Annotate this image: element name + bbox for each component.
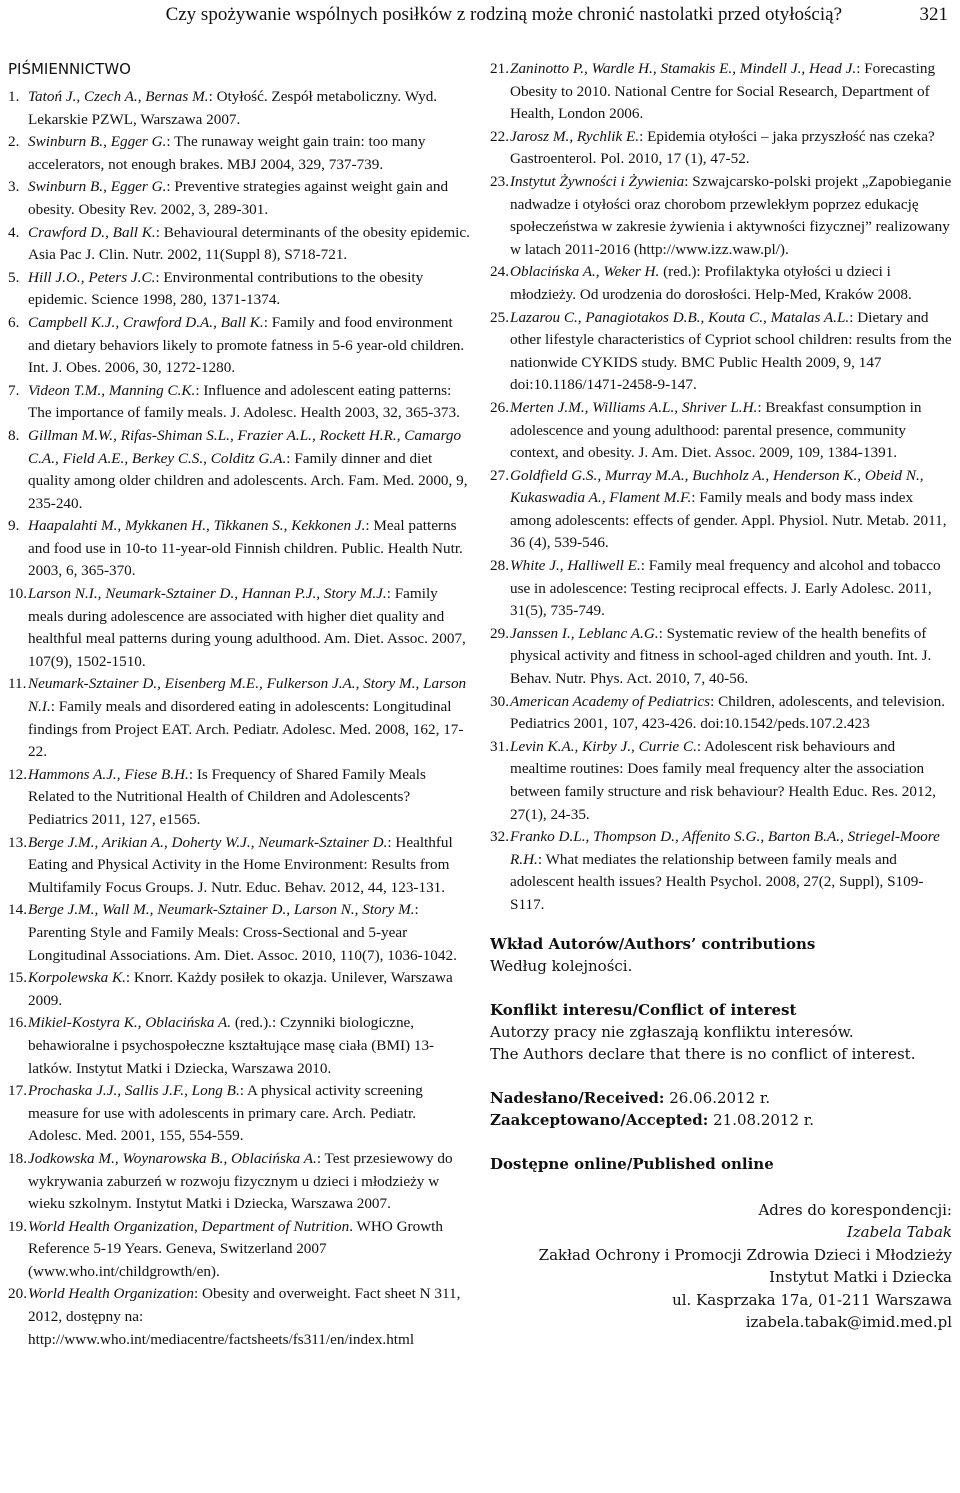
correspondence-address: ul. Kasprzaka 17a, 01-211 Warszawa bbox=[672, 1290, 952, 1309]
reference-number: 13. bbox=[8, 833, 27, 851]
reference-number: 18. bbox=[8, 1149, 27, 1167]
reference-authors: Janssen I., Leblanc A.G. bbox=[510, 624, 659, 642]
reference-authors: Tatoń J., Czech A., Bernas M. bbox=[28, 88, 209, 105]
article-info bbox=[490, 933, 952, 1175]
reference-authors: American Academy of Pediatrics bbox=[510, 692, 711, 710]
reference-number: 2. bbox=[8, 133, 20, 151]
reference-item bbox=[8, 1148, 470, 1216]
reference-number: 29. bbox=[490, 624, 509, 642]
reference-item bbox=[490, 171, 952, 261]
reference-item bbox=[8, 1283, 470, 1351]
reference-details: : Family meals and disordered eating in adolescents: Longitudinal findings from Project EAT. Arch. Pediatr. Adolesc. Med. 2008, 162, 17-22. bbox=[28, 698, 464, 761]
reference-authors: Goldfield G.S., Murray M.A., Buchholz A., Henderson K., Obeid N., Kukaswadia A., Flament M.F. bbox=[510, 466, 924, 507]
correspondence-name: Izabela Tabak bbox=[846, 1223, 952, 1242]
reference-item bbox=[490, 465, 952, 555]
reference-list-left bbox=[8, 86, 470, 1351]
reference-authors: Jodkowska M., Woynarowska B., Oblacińska A. bbox=[28, 1149, 317, 1167]
reference-item bbox=[8, 267, 470, 312]
conflict-heading: Konflikt interesu/Conflict of interest bbox=[490, 1000, 797, 1019]
correspondence-email[interactable]: izabela.tabak@imid.med.pl bbox=[745, 1313, 952, 1332]
reference-item bbox=[8, 899, 470, 967]
correspondence-label: Adres do korespondencji: bbox=[758, 1200, 952, 1219]
reference-number: 22. bbox=[490, 127, 509, 145]
references-heading: PIŚMIENNICTWO bbox=[8, 60, 131, 78]
reference-details: : A physical activity screening measure for use with adolescents in primary care. Arch. Pediatr. Adolesc. Med. 2001, 155, 554-559. bbox=[28, 1082, 423, 1145]
reference-details: : Healthful Eating and Physical Activity in the Home Environment: Results from Multifamily Focus Groups. J. Nutr. Educ. Behav. 2012, 44, 123-131. bbox=[28, 833, 453, 896]
reference-number: 12. bbox=[8, 765, 27, 783]
reference-item bbox=[8, 380, 470, 425]
reference-number: 11. bbox=[8, 675, 27, 693]
reference-item bbox=[490, 736, 952, 826]
reference-details: : Forecasting Obesity to 2010. National Centre for Social Research, Department of Health, London 2006. bbox=[510, 60, 936, 123]
reference-item bbox=[8, 176, 470, 221]
reference-authors: Prochaska J.J., Sallis J.F., Long B. bbox=[28, 1082, 240, 1100]
reference-details: : Breakfast consumption in adolescence and young adulthood: parental presence, community context, and obesity. J. Am. Diet. Assoc. 2009, 109, 1384-1391. bbox=[510, 398, 922, 462]
reference-authors: Hammons A.J., Fiese B.H. bbox=[28, 765, 189, 783]
reference-authors: Instytut Żywności i Żywienia bbox=[510, 172, 685, 190]
reference-authors: Hill J.O., Peters J.C. bbox=[28, 268, 156, 286]
reference-item bbox=[8, 1012, 470, 1080]
reference-details: : Behavioural determinants of the obesity epidemic. Asia Pac J. Clin. Nutr. 2002, 11(Suppl 8), S718-721. bbox=[28, 223, 470, 264]
reference-details: : Family meal frequency and alcohol and tobacco use in adolescence: Testing reciprocal effects. J. Early Adolesc. 2011, 31(5), 735-749. bbox=[510, 557, 941, 620]
reference-number: 20. bbox=[8, 1285, 27, 1303]
reference-authors: Neumark-Sztainer D., Eisenberg M.E., Fulkerson J.A., Story M., Larson N.I. bbox=[28, 675, 467, 716]
correspondence-block bbox=[490, 1199, 952, 1334]
page-number: 321 bbox=[919, 4, 948, 25]
contributions-text: Według kolejności. bbox=[490, 956, 633, 975]
reference-details: : Dietary and other lifestyle characteristics of Cypriot school children: results from the nationwide CYKIDS study. BMC Public Health 2009, 9, 147 doi:10.1186/1471-2458-9-147. bbox=[510, 308, 952, 394]
reference-item bbox=[490, 58, 952, 126]
reference-number: 31. bbox=[490, 737, 509, 755]
reference-details: : Test przesiewowy do wykrywania zaburzeń w rozwoju fizycznym u dzieci i młodzieży w wieku szkolnym. Instytut Matki i Dziecka, Warszawa 2007. bbox=[28, 1149, 453, 1213]
online-block bbox=[490, 1153, 952, 1175]
reference-authors: Lazarou C., Panagiotakos D.B., Kouta C., Matalas A.L. bbox=[510, 308, 850, 326]
reference-details: : Environmental contributions to the obesity epidemic. Science 1998, 280, 1371-1374. bbox=[28, 268, 424, 309]
reference-number: 16. bbox=[8, 1014, 27, 1032]
reference-number: 19. bbox=[8, 1217, 27, 1235]
reference-number: 30. bbox=[490, 692, 509, 710]
reference-details: : Family and food environment and dietary behaviors likely to promote fatness in 5-6 year-old children. Int. J. Obes. 2006, 30, 1272-1280. bbox=[28, 313, 465, 377]
reference-details: : Knorr. Każdy posiłek to okazja. Unilever, Warszawa 2009. bbox=[28, 969, 453, 1009]
right-column bbox=[490, 58, 952, 1334]
reference-authors: Swinburn B., Egger G. bbox=[28, 178, 167, 196]
reference-item bbox=[490, 397, 952, 465]
reference-number: 17. bbox=[8, 1082, 27, 1100]
reference-details: : Szwajcarsko-polski projekt „Zapobieganie nadwadze i otyłości oraz chorobom przewlekłym poprzez edukację społeczeństwa w zakresie żywienia i aktywności fizycznej” realizowany w latach 2011-2016 (http://www.izz.waw.pl/). bbox=[510, 172, 952, 258]
reference-item bbox=[8, 425, 470, 515]
reference-details: : The runaway weight gain train: too many accelerators, not enough brakes. MBJ 2004, 329, 737-739. bbox=[28, 133, 426, 173]
reference-authors: Zaninotto P., Wardle H., Stamakis E., Mindell J., Head J. bbox=[510, 60, 857, 77]
reference-details: : Family meals during adolescence are associated with higher diet quality and healthful meal patterns during young adulthood. Am. Diet. Assoc. 2007, 107(9), 1502-1510. bbox=[28, 585, 466, 670]
reference-details: : Is Frequency of Shared Family Meals Related to the Nutritional Health of Children and Adolescents? Pediatrics 2011, 127, e1565. bbox=[28, 765, 426, 828]
reference-list-right bbox=[490, 58, 952, 917]
reference-item bbox=[8, 312, 470, 380]
reference-authors: Merten J.M., Williams A.L., Shriver L.H. bbox=[510, 398, 758, 416]
reference-number: 28. bbox=[490, 557, 509, 575]
reference-authors: World Health Organization bbox=[28, 1285, 194, 1303]
reference-details: : Family meals and body mass index among adolescents: effects of gender. Appl. Physiol. Nutr. Metab. 2011, 36 (4), 539-546. bbox=[510, 489, 947, 552]
reference-item bbox=[8, 832, 470, 900]
reference-item bbox=[8, 131, 470, 176]
received-label: Nadesłano/Received: bbox=[490, 1088, 665, 1107]
reference-item bbox=[490, 691, 952, 736]
reference-number: 9. bbox=[8, 517, 20, 535]
reference-number: 6. bbox=[8, 313, 20, 331]
reference-number: 4. bbox=[8, 223, 20, 241]
reference-item bbox=[490, 826, 952, 916]
reference-authors: Gillman M.W., Rifas-Shiman S.L., Frazier A.L., Rockett H.R., Camargo C.A., Field A.E., Berkey C.S., Colditz G.A. bbox=[28, 426, 462, 467]
conflict-block bbox=[490, 999, 952, 1065]
reference-authors: Videon T.M., Manning C.K. bbox=[28, 381, 196, 399]
reference-item bbox=[8, 1080, 470, 1148]
reference-number: 21. bbox=[490, 60, 509, 77]
reference-authors: Oblacińska A., Weker H. bbox=[510, 263, 660, 281]
running-header bbox=[0, 4, 960, 30]
reference-authors: Haapalahti M., Mykkanen H., Tikkanen S., Kekkonen J. bbox=[28, 517, 366, 535]
reference-item bbox=[8, 967, 470, 1012]
received-value: 26.06.2012 r. bbox=[669, 1088, 771, 1107]
reference-item bbox=[8, 673, 470, 763]
online-heading: Dostępne online/Published online bbox=[490, 1154, 774, 1173]
reference-number: 15. bbox=[8, 969, 27, 987]
reference-details: (red.).: Czynniki biologiczne, behawioralne i psychospołeczne kształtujące masę ciała (BMI) 13-latków. Instytut Matki i Dziecka, Warszawa 2010. bbox=[28, 1014, 435, 1077]
reference-authors: White J., Halliwell E. bbox=[510, 557, 641, 575]
conflict-text-pl: Autorzy pracy nie zgłaszają konfliktu interesów. bbox=[490, 1022, 854, 1041]
reference-authors: World Health Organization, Department of Nutrition bbox=[28, 1217, 350, 1235]
reference-authors: Swinburn B., Egger G. bbox=[28, 133, 167, 151]
reference-details: : Adolescent risk behaviours and mealtime routines: Does family meal frequency alter the association between family structure and risk behaviour? Health Educ. Res. 2012, 27(1), 24-35. bbox=[510, 737, 936, 823]
reference-number: 23. bbox=[490, 172, 509, 190]
reference-number: 7. bbox=[8, 381, 20, 399]
reference-item bbox=[490, 261, 952, 306]
reference-details: : Influence and adolescent eating patterns: The importance of family meals. J. Adolesc. Health 2003, 32, 365-373. bbox=[28, 381, 460, 422]
accepted-value: 21.08.2012 r. bbox=[713, 1110, 815, 1129]
reference-item bbox=[490, 307, 952, 397]
reference-item bbox=[8, 1216, 470, 1284]
reference-authors: Larson N.I., Neumark-Sztainer D., Hannan P.J., Story M.J. bbox=[28, 585, 387, 603]
reference-details: : Preventive strategies against weight gain and obesity. Obesity Rev. 2002, 3, 289-301. bbox=[28, 178, 449, 218]
reference-number: 25. bbox=[490, 308, 509, 326]
reference-details: : Parenting Style and Family Meals: Cross-Sectional and 5-year Longitudinal Associations. Am. Diet. Assoc. 2010, 110(7), 1036-1042. bbox=[28, 901, 457, 964]
correspondence-institute: Instytut Matki i Dziecka bbox=[769, 1268, 952, 1287]
reference-number: 14. bbox=[8, 901, 27, 919]
reference-details: : Children, adolescents, and television. Pediatrics 2001, 107, 423-426. doi:10.1542/peds.107.2.423 bbox=[510, 692, 945, 733]
left-column bbox=[8, 58, 470, 1351]
reference-authors: Berge J.M., Wall M., Neumark-Sztainer D., Larson N., Story M. bbox=[28, 901, 415, 919]
reference-number: 26. bbox=[490, 398, 509, 416]
contributions-heading: Wkład Autorów/Authors’ contributions bbox=[490, 934, 816, 953]
reference-number: 32. bbox=[490, 828, 509, 846]
conflict-text-en: The Authors declare that there is no conflict of interest. bbox=[490, 1044, 916, 1063]
reference-item bbox=[8, 583, 470, 673]
reference-details: : Family dinner and diet quality among older children and adolescents. Arch. Fam. Med. 2000, 9, 235-240. bbox=[28, 449, 468, 512]
reference-details: : Epidemia otyłości – jaka przyszłość nas czeka? Gastroenterol. Pol. 2010, 17 (1), 47-52. bbox=[510, 127, 935, 168]
accepted-label: Zaakceptowano/Accepted: bbox=[490, 1110, 709, 1129]
reference-authors: Franko D.L., Thompson D., Affenito S.G., Barton B.A., Striegel-Moore R.H. bbox=[510, 828, 940, 868]
reference-item bbox=[490, 623, 952, 691]
reference-details: (red.): Profilaktyka otyłości u dzieci i młodzieży. Od urodzenia do dorosłości. Help-Med, Kraków 2008. bbox=[510, 263, 912, 303]
correspondence-dept: Zakład Ochrony i Promocji Zdrowia Dzieci i Młodzieży bbox=[538, 1245, 952, 1264]
reference-details: : Otyłość. Zespół metaboliczny. Wyd. Lekarskie PZWL, Warszawa 2007. bbox=[28, 88, 438, 128]
running-title: Czy spożywanie wspólnych posiłków z rodziną może chronić nastolatki przed otyłością? bbox=[165, 4, 842, 25]
reference-authors: Korpolewska K. bbox=[28, 969, 126, 987]
reference-details: : Meal patterns and food use in 10-to 11-year-old Finnish children. Public. Health Nutr. 2003, 6, 365-370. bbox=[28, 517, 463, 580]
reference-authors: Levin K.A., Kirby J., Currie C. bbox=[510, 737, 697, 755]
reference-item bbox=[8, 222, 470, 267]
reference-authors: Campbell K.J., Crawford D.A., Ball K. bbox=[28, 313, 264, 331]
reference-number: 27. bbox=[490, 466, 509, 484]
received-line bbox=[490, 1087, 952, 1109]
reference-number: 5. bbox=[8, 268, 20, 286]
contributions-block bbox=[490, 933, 952, 977]
reference-details: . WHO Growth Reference 5-19 Years. Geneva, Switzerland 2007 (www.who.int/childgrowth/en). bbox=[28, 1217, 443, 1280]
reference-number: 3. bbox=[8, 178, 20, 196]
reference-item bbox=[8, 515, 470, 583]
reference-item bbox=[490, 555, 952, 623]
reference-item bbox=[8, 86, 470, 131]
reference-authors: Crawford D., Ball K. bbox=[28, 223, 156, 241]
reference-number: 10. bbox=[8, 585, 27, 603]
reference-item bbox=[490, 126, 952, 171]
reference-authors: Jarosz M., Rychlik E. bbox=[510, 127, 640, 145]
reference-authors: Mikiel-Kostyra K., Oblacińska A. bbox=[28, 1014, 232, 1032]
reference-item bbox=[8, 764, 470, 832]
reference-details: : Obesity and overweight. Fact sheet N 311, 2012, dostępny na: http://www.who.int/mediacentre/factsheets/fs311/en/index.html bbox=[28, 1285, 461, 1348]
accepted-line bbox=[490, 1109, 952, 1131]
reference-number: 8. bbox=[8, 426, 20, 444]
reference-details: : What mediates the relationship between family meals and adolescent health issues? Health Psychol. 2008, 27(2, Suppl), S109-S117. bbox=[510, 850, 924, 913]
reference-details: : Systematic review of the health benefits of physical activity and fitness in school-aged children and youth. Int. J. Behav. Nutr. Phys. Act. 2010, 7, 40-56. bbox=[510, 624, 932, 688]
reference-number: 24. bbox=[490, 263, 509, 281]
dates-block bbox=[490, 1087, 952, 1131]
reference-authors: Berge J.M., Arikian A., Doherty W.J., Neumark-Sztainer D. bbox=[28, 833, 388, 851]
reference-number: 1. bbox=[8, 88, 20, 105]
